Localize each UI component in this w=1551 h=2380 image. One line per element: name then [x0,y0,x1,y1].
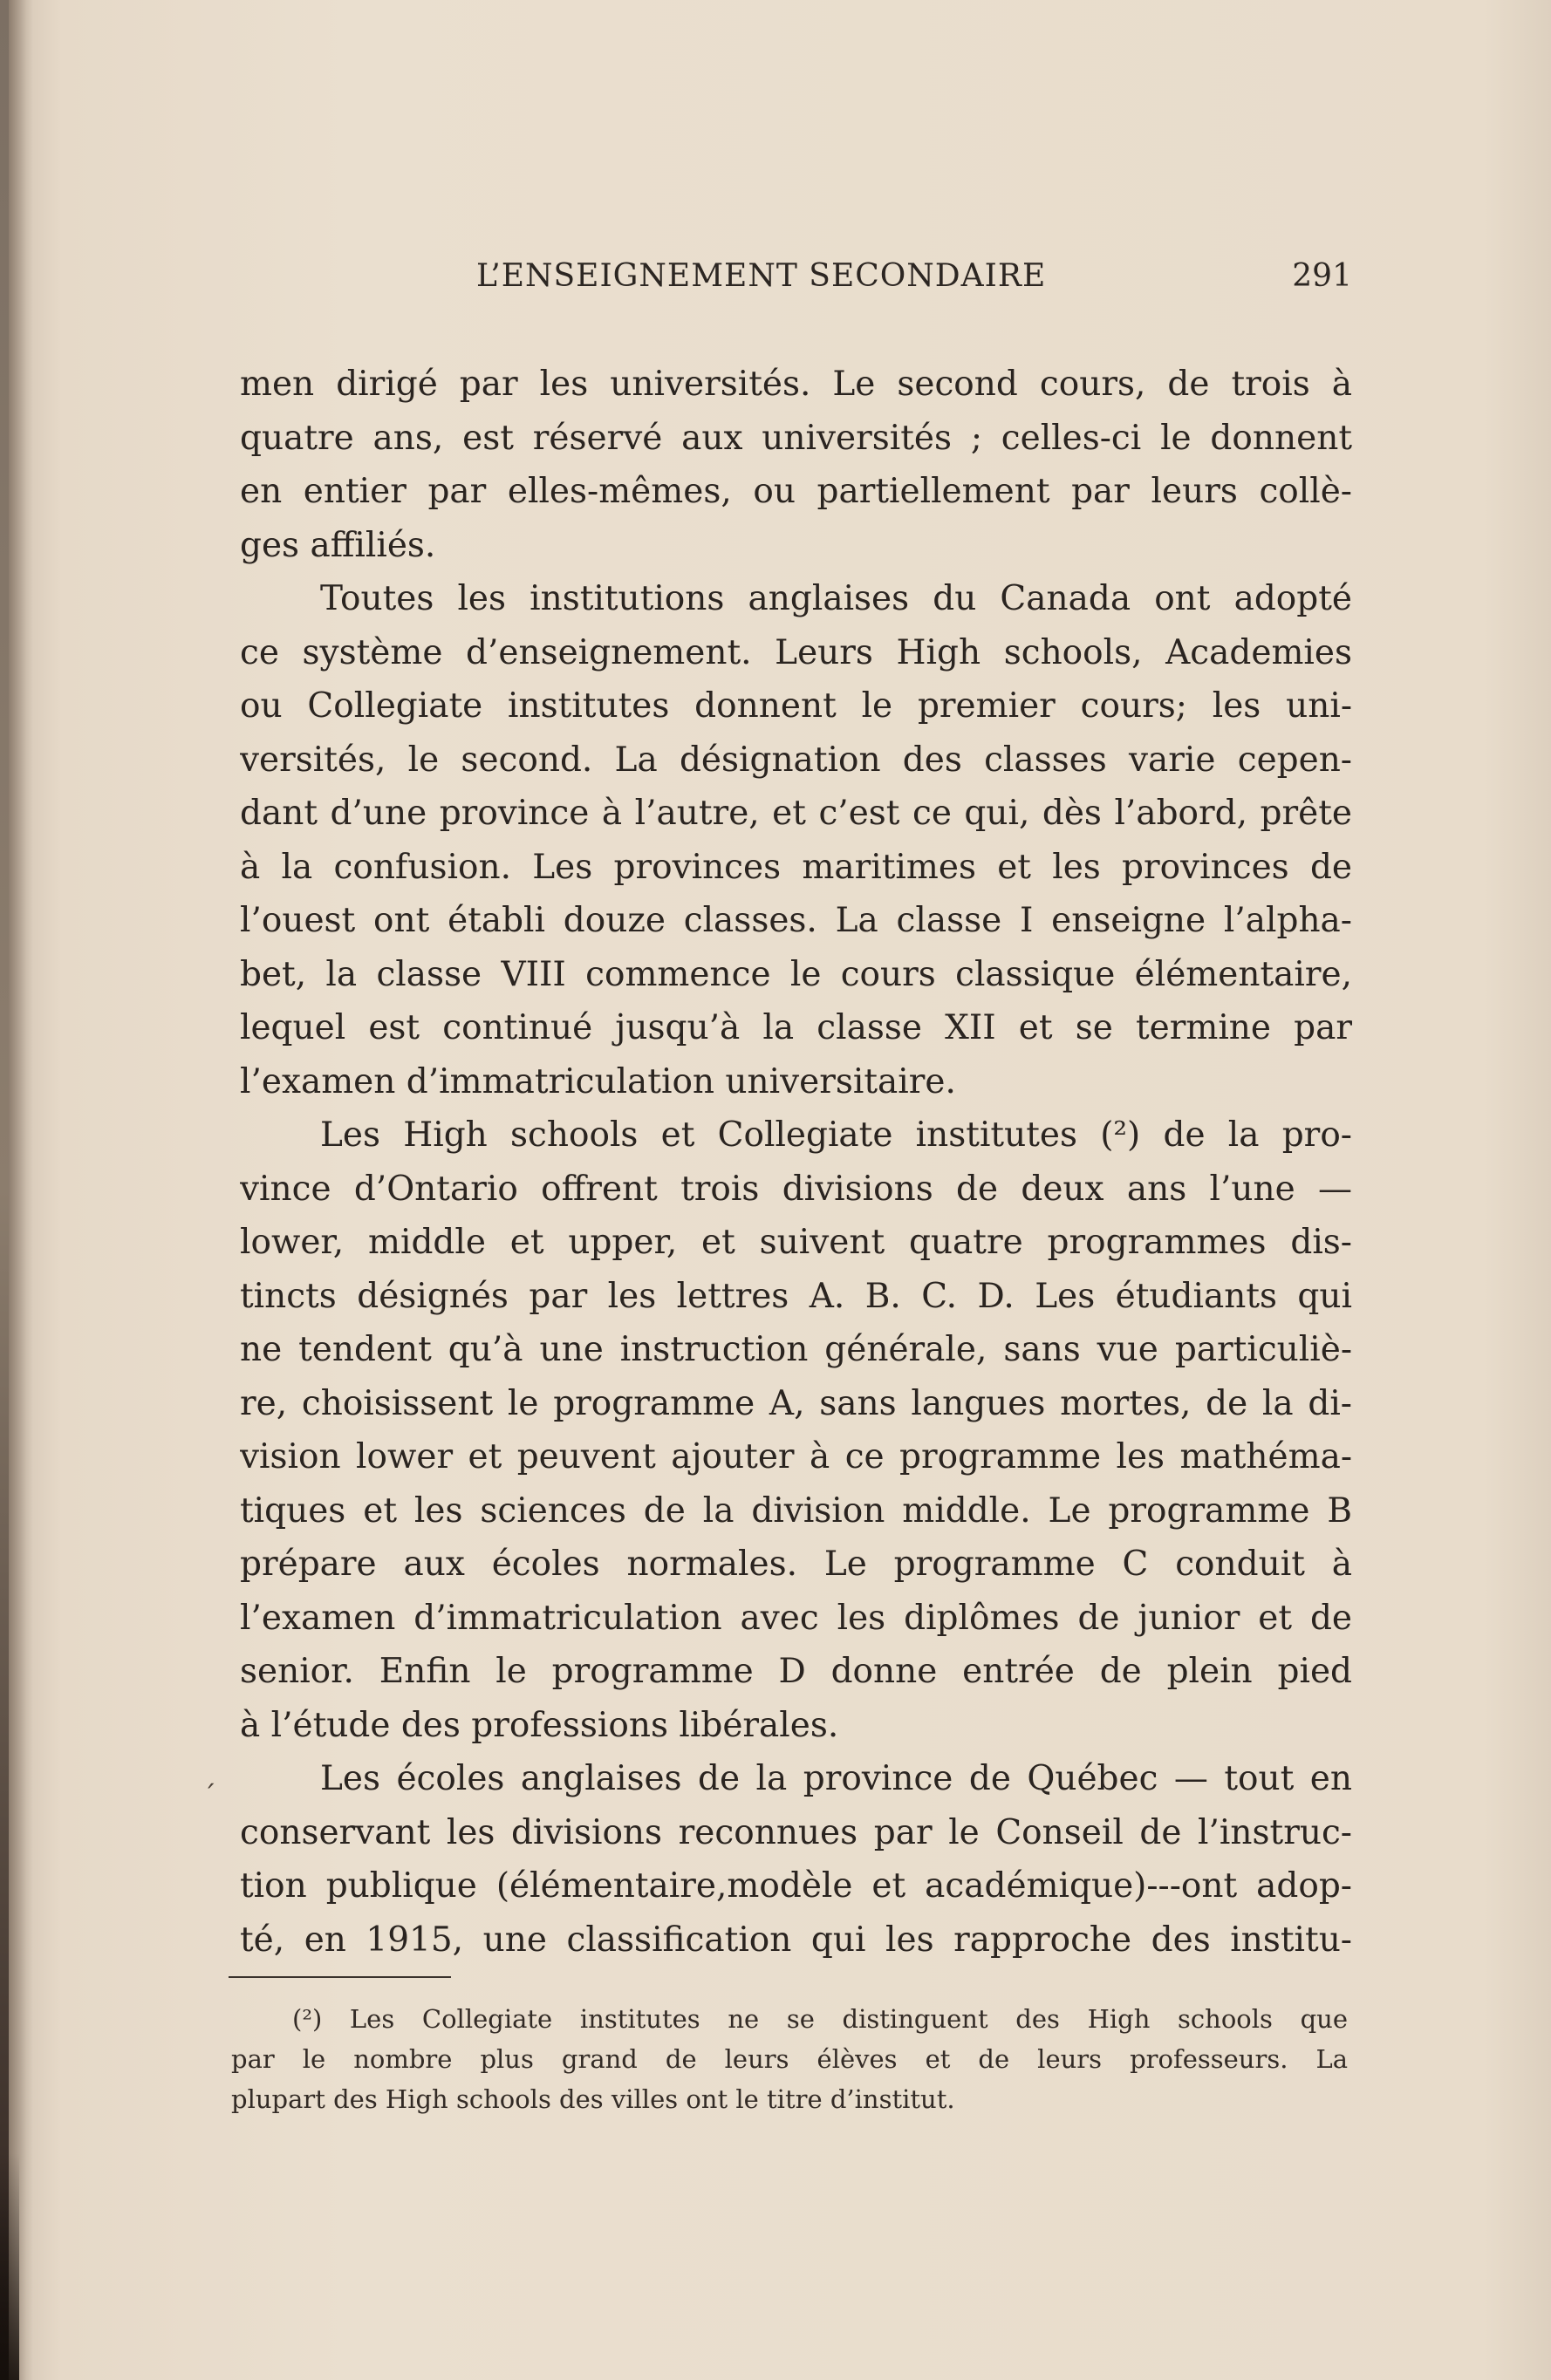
paragraph-2 [240,572,1352,1108]
footnote-line: plupart des High schools des villes ont le titre d’institut. [231,2084,955,2114]
text-line: l’ouest ont établi douze classes. La classe I enseigne l’alpha- [240,901,1352,940]
text-line: tiques et les sciences de la division middle. Le programme B [240,1490,1352,1531]
text-line: bet, la classe VIII commence le cours classique élémentaire, [240,954,1352,994]
text-line: en entier par elles-mêmes, ou partiellement par leurs collè- [240,472,1352,511]
paragraph-4 [240,1752,1352,1967]
text-line: té, en 1915, une classification qui les rapproche des institu- [240,1920,1352,1960]
text-line: ne tendent qu’à une instruction générale, sans vue particuliè- [240,1330,1352,1369]
text-line: Les High schools et Collegiate institutes (²) de la pro- [320,1115,1352,1155]
text-line: à la confusion. Les provinces maritimes et les provinces de [240,847,1352,887]
text-line: Les écoles anglaises de la province de Québec — tout en [320,1759,1352,1798]
text-line: re, choisissent le programme A, sans langues mortes, de la di- [240,1383,1352,1423]
book-spine-edge [0,0,9,2380]
text-line: tincts désignés par les lettres A. B. C. D. Les étudiants qui [240,1276,1352,1316]
gutter-shadow [9,0,33,2380]
running-head-title: L’ENSEIGNEMENT SECONDAIRE [476,258,1047,294]
text-line: men dirigé par les universités. Le second cours, de trois à [240,365,1352,404]
footnote-line: (²) Les Collegiate institutes ne se distinguent des High schools que [292,2004,1348,2034]
text-line: quatre ans, est réservé aux universités ; celles-ci le donnent [240,418,1352,458]
pencil-margin-mark: ˊ [202,1779,216,1812]
text-line: ce système d’enseignement. Leurs High schools, Academies [240,632,1352,672]
running-head [236,258,1352,302]
footnote [231,1999,1348,2119]
body-text [240,358,1352,1967]
paragraph-3 [240,1108,1352,1752]
text-line: senior. Enfin le programme D donne entrée de plein pied [240,1652,1352,1691]
text-line: ges affiliés. [240,525,436,565]
text-line: dant d’une province à l’autre, et c’est ce qui, dès l’abord, prête [240,794,1352,833]
text-line: l’examen d’immatriculation avec les diplômes de junior et de [240,1598,1352,1638]
footnote-divider [229,1976,451,1978]
text-line: tion publique (élémentaire,modèle et académique)---ont adop- [240,1866,1352,1906]
page-number: 291 [1292,258,1352,294]
text-line: Toutes les institutions anglaises du Canada ont adopté [320,579,1352,618]
text-line: ou Collegiate institutes donnent le premier cours; les uni- [240,686,1352,726]
text-line: prépare aux écoles normales. Le programme C conduit à [240,1545,1352,1584]
text-line: vision lower et peuvent ajouter à ce programme les mathéma- [240,1437,1352,1476]
footnote-line: par le nombre plus grand de leurs élèves et de leurs professeurs. La [231,2044,1348,2074]
text-line: versités, le second. La désignation des classes varie cepen- [240,740,1352,780]
text-line: conservant les divisions reconnues par le Conseil de l’instruc- [240,1812,1352,1852]
paragraph-1 [240,358,1352,572]
text-line: vince d’Ontario offrent trois divisions de deux ans l’une — [240,1169,1352,1209]
text-line: à l’étude des professions libérales. [240,1705,839,1745]
text-line: lower, middle et upper, et suivent quatre programmes dis- [240,1223,1352,1262]
page-corner-shadow [0,2153,19,2380]
text-line: lequel est continué jusqu’à la classe XII et se termine par [240,1008,1352,1047]
text-line: l’examen d’immatriculation universitaire. [240,1061,956,1101]
